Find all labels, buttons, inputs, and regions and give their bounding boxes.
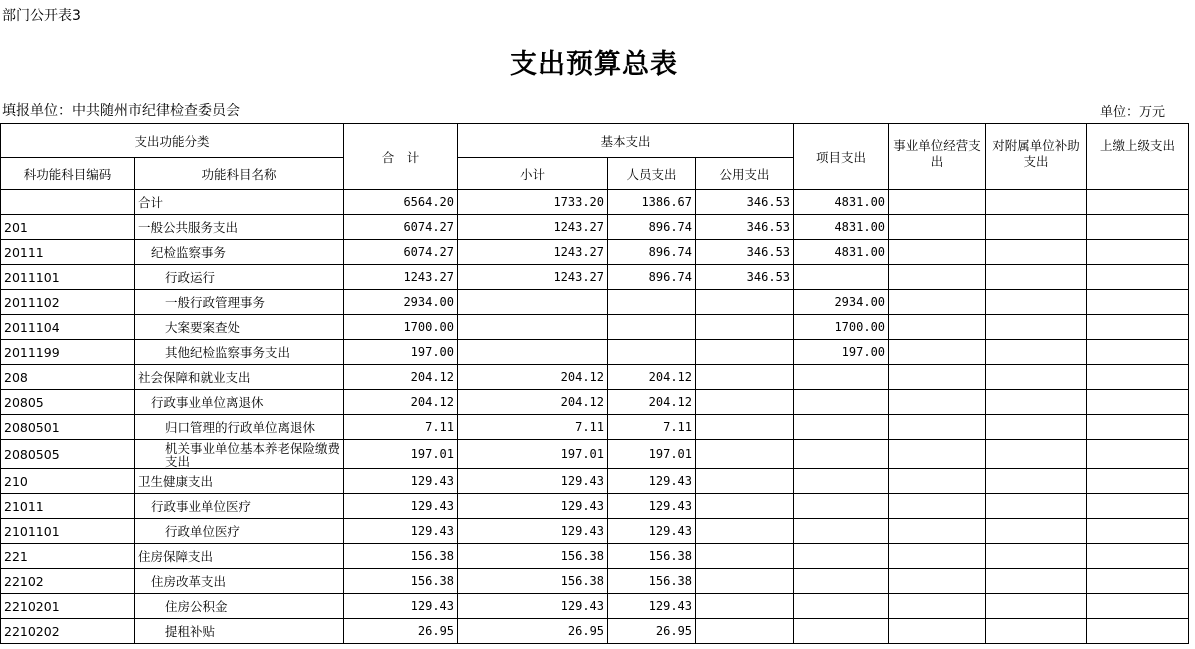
cell-project [794,544,889,569]
cell-total: 129.43 [344,469,458,494]
cell-public [696,544,794,569]
table-row [1,240,1189,265]
cell-subtotal [458,290,608,315]
cell-project: 1700.00 [794,315,889,340]
cell-public [696,619,794,644]
cell-subsidy [986,390,1087,415]
form-number: 部门公开表3 [2,8,81,24]
cell-code: 2011102 [1,290,135,315]
cell-business [889,390,986,415]
cell-project: 197.00 [794,340,889,365]
cell-upper [1087,340,1189,365]
cell-code: 2080501 [1,415,135,440]
cell-name: 社会保障和就业支出 [135,365,344,390]
table-row [1,594,1189,619]
header-code: 科功能科目编码 [1,158,135,190]
cell-name: 住房公积金 [135,594,344,619]
cell-name: 归口管理的行政单位离退休 [135,415,344,440]
cell-upper [1087,190,1189,215]
table-row [1,290,1189,315]
cell-subsidy [986,519,1087,544]
cell-code: 221 [1,544,135,569]
cell-public [696,290,794,315]
cell-public: 346.53 [696,265,794,290]
cell-total: 197.01 [344,440,458,469]
cell-public [696,569,794,594]
cell-personnel [608,315,696,340]
cell-business [889,544,986,569]
cell-name: 住房保障支出 [135,544,344,569]
cell-upper [1087,469,1189,494]
cell-personnel [608,290,696,315]
table-row [1,415,1189,440]
table-row [1,190,1189,215]
cell-total: 197.00 [344,340,458,365]
cell-business [889,415,986,440]
cell-total: 204.12 [344,365,458,390]
cell-project [794,469,889,494]
cell-upper [1087,619,1189,644]
cell-subtotal: 1243.27 [458,215,608,240]
cell-business [889,365,986,390]
cell-upper [1087,265,1189,290]
cell-personnel: 26.95 [608,619,696,644]
cell-total: 6074.27 [344,240,458,265]
cell-subsidy [986,415,1087,440]
cell-name: 纪检监察事务 [135,240,344,265]
cell-code: 210 [1,469,135,494]
cell-total: 129.43 [344,594,458,619]
cell-subsidy [986,365,1087,390]
header-basic: 基本支出 [458,124,794,158]
cell-subsidy [986,594,1087,619]
reporting-unit: 填报单位：中共随州市纪律检查委员会 [2,103,240,119]
cell-code: 20805 [1,390,135,415]
cell-total: 1700.00 [344,315,458,340]
cell-total: 156.38 [344,569,458,594]
cell-subsidy [986,440,1087,469]
cell-subsidy [986,544,1087,569]
cell-code: 2011104 [1,315,135,340]
cell-name: 一般行政管理事务 [135,290,344,315]
cell-code: 2210202 [1,619,135,644]
cell-project: 4831.00 [794,190,889,215]
cell-upper [1087,569,1189,594]
cell-subtotal: 204.12 [458,365,608,390]
cell-name: 合计 [135,190,344,215]
cell-upper [1087,215,1189,240]
cell-subtotal: 129.43 [458,519,608,544]
cell-subtotal: 204.12 [458,390,608,415]
cell-project [794,365,889,390]
cell-upper [1087,440,1189,469]
header-subsidy: 对附属单位补助支出 [986,124,1087,190]
cell-public [696,594,794,619]
cell-business [889,290,986,315]
cell-name: 提租补贴 [135,619,344,644]
cell-business [889,619,986,644]
cell-name: 其他纪检监察事务支出 [135,340,344,365]
table-row [1,544,1189,569]
cell-business [889,315,986,340]
cell-subtotal: 7.11 [458,415,608,440]
cell-personnel: 129.43 [608,594,696,619]
cell-personnel: 896.74 [608,265,696,290]
cell-code: 20111 [1,240,135,265]
cell-personnel [608,340,696,365]
cell-code: 2101101 [1,519,135,544]
cell-business [889,494,986,519]
cell-project [794,265,889,290]
header-personnel: 人员支出 [608,158,696,190]
cell-public: 346.53 [696,190,794,215]
cell-personnel: 156.38 [608,569,696,594]
cell-upper [1087,494,1189,519]
cell-public: 346.53 [696,215,794,240]
cell-subsidy [986,619,1087,644]
cell-business [889,469,986,494]
cell-subtotal: 156.38 [458,544,608,569]
cell-upper [1087,594,1189,619]
cell-subtotal: 156.38 [458,569,608,594]
cell-project [794,440,889,469]
cell-code: 2011199 [1,340,135,365]
cell-personnel: 129.43 [608,469,696,494]
cell-code: 208 [1,365,135,390]
table-row [1,519,1189,544]
cell-name: 行政事业单位离退休 [135,390,344,415]
cell-code: 2011101 [1,265,135,290]
cell-total: 1243.27 [344,265,458,290]
cell-subtotal: 1243.27 [458,240,608,265]
cell-project: 4831.00 [794,240,889,265]
table-row [1,365,1189,390]
cell-project: 2934.00 [794,290,889,315]
cell-name: 行政单位医疗 [135,519,344,544]
cell-project [794,415,889,440]
currency-unit: 单位：万元 [1100,105,1166,120]
cell-subsidy [986,265,1087,290]
cell-upper [1087,240,1189,265]
table-row [1,619,1189,644]
cell-upper [1087,290,1189,315]
cell-name: 机关事业单位基本养老保险缴费支出 [135,440,344,469]
cell-name: 住房改革支出 [135,569,344,594]
table-row [1,215,1189,240]
cell-upper [1087,415,1189,440]
cell-upper [1087,390,1189,415]
cell-subsidy [986,340,1087,365]
cell-personnel: 156.38 [608,544,696,569]
cell-subsidy [986,315,1087,340]
page-title: 支出预算总表 [510,49,678,80]
cell-public [696,519,794,544]
cell-project [794,569,889,594]
cell-project [794,494,889,519]
cell-subtotal: 26.95 [458,619,608,644]
cell-total: 2934.00 [344,290,458,315]
cell-name: 一般公共服务支出 [135,215,344,240]
cell-total: 26.95 [344,619,458,644]
cell-name: 卫生健康支出 [135,469,344,494]
header-total: 合 计 [344,124,458,190]
cell-personnel: 129.43 [608,519,696,544]
budget-table [0,123,1189,644]
cell-subsidy [986,469,1087,494]
cell-total: 6564.20 [344,190,458,215]
header-name: 功能科目名称 [135,158,344,190]
cell-subsidy [986,569,1087,594]
cell-upper [1087,365,1189,390]
cell-public [696,469,794,494]
cell-upper [1087,315,1189,340]
cell-upper [1087,519,1189,544]
cell-public [696,365,794,390]
cell-name: 大案要案查处 [135,315,344,340]
cell-subtotal: 197.01 [458,440,608,469]
cell-personnel: 7.11 [608,415,696,440]
cell-subtotal [458,340,608,365]
cell-personnel: 1386.67 [608,190,696,215]
cell-business [889,569,986,594]
cell-public [696,315,794,340]
cell-upper [1087,544,1189,569]
header-public: 公用支出 [696,158,794,190]
cell-subtotal: 129.43 [458,469,608,494]
cell-subtotal: 1243.27 [458,265,608,290]
cell-name: 行政运行 [135,265,344,290]
header-function-class: 支出功能分类 [1,124,344,158]
cell-code [1,190,135,215]
cell-project [794,619,889,644]
cell-subsidy [986,290,1087,315]
cell-project: 4831.00 [794,215,889,240]
cell-business [889,240,986,265]
cell-personnel: 204.12 [608,365,696,390]
cell-public [696,390,794,415]
cell-total: 156.38 [344,544,458,569]
cell-code: 21011 [1,494,135,519]
table-row [1,569,1189,594]
cell-total: 7.11 [344,415,458,440]
cell-total: 204.12 [344,390,458,415]
cell-public [696,415,794,440]
cell-subsidy [986,215,1087,240]
cell-personnel: 896.74 [608,240,696,265]
cell-public: 346.53 [696,240,794,265]
cell-business [889,519,986,544]
table-row [1,315,1189,340]
cell-code: 2210201 [1,594,135,619]
cell-personnel: 197.01 [608,440,696,469]
table-row [1,340,1189,365]
cell-business [889,215,986,240]
cell-business [889,190,986,215]
cell-public [696,494,794,519]
cell-subsidy [986,190,1087,215]
cell-subsidy [986,494,1087,519]
cell-project [794,594,889,619]
cell-total: 129.43 [344,519,458,544]
cell-public [696,440,794,469]
header-subtotal: 小计 [458,158,608,190]
table-row [1,494,1189,519]
table-row [1,265,1189,290]
cell-business [889,265,986,290]
cell-subsidy [986,240,1087,265]
cell-business [889,594,986,619]
cell-personnel: 204.12 [608,390,696,415]
table-row [1,390,1189,415]
cell-name: 行政事业单位医疗 [135,494,344,519]
table-row [1,440,1189,469]
header-upper: 上缴上级支出 [1087,124,1189,190]
cell-subtotal: 1733.20 [458,190,608,215]
cell-project [794,519,889,544]
header-project: 项目支出 [794,124,889,190]
cell-total: 129.43 [344,494,458,519]
table-row [1,469,1189,494]
cell-subtotal: 129.43 [458,594,608,619]
cell-personnel: 896.74 [608,215,696,240]
cell-total: 6074.27 [344,215,458,240]
cell-code: 22102 [1,569,135,594]
cell-business [889,340,986,365]
header-business: 事业单位经营支出 [889,124,986,190]
cell-business [889,440,986,469]
cell-code: 201 [1,215,135,240]
cell-subtotal: 129.43 [458,494,608,519]
cell-personnel: 129.43 [608,494,696,519]
cell-public [696,340,794,365]
cell-code: 2080505 [1,440,135,469]
cell-subtotal [458,315,608,340]
cell-project [794,390,889,415]
